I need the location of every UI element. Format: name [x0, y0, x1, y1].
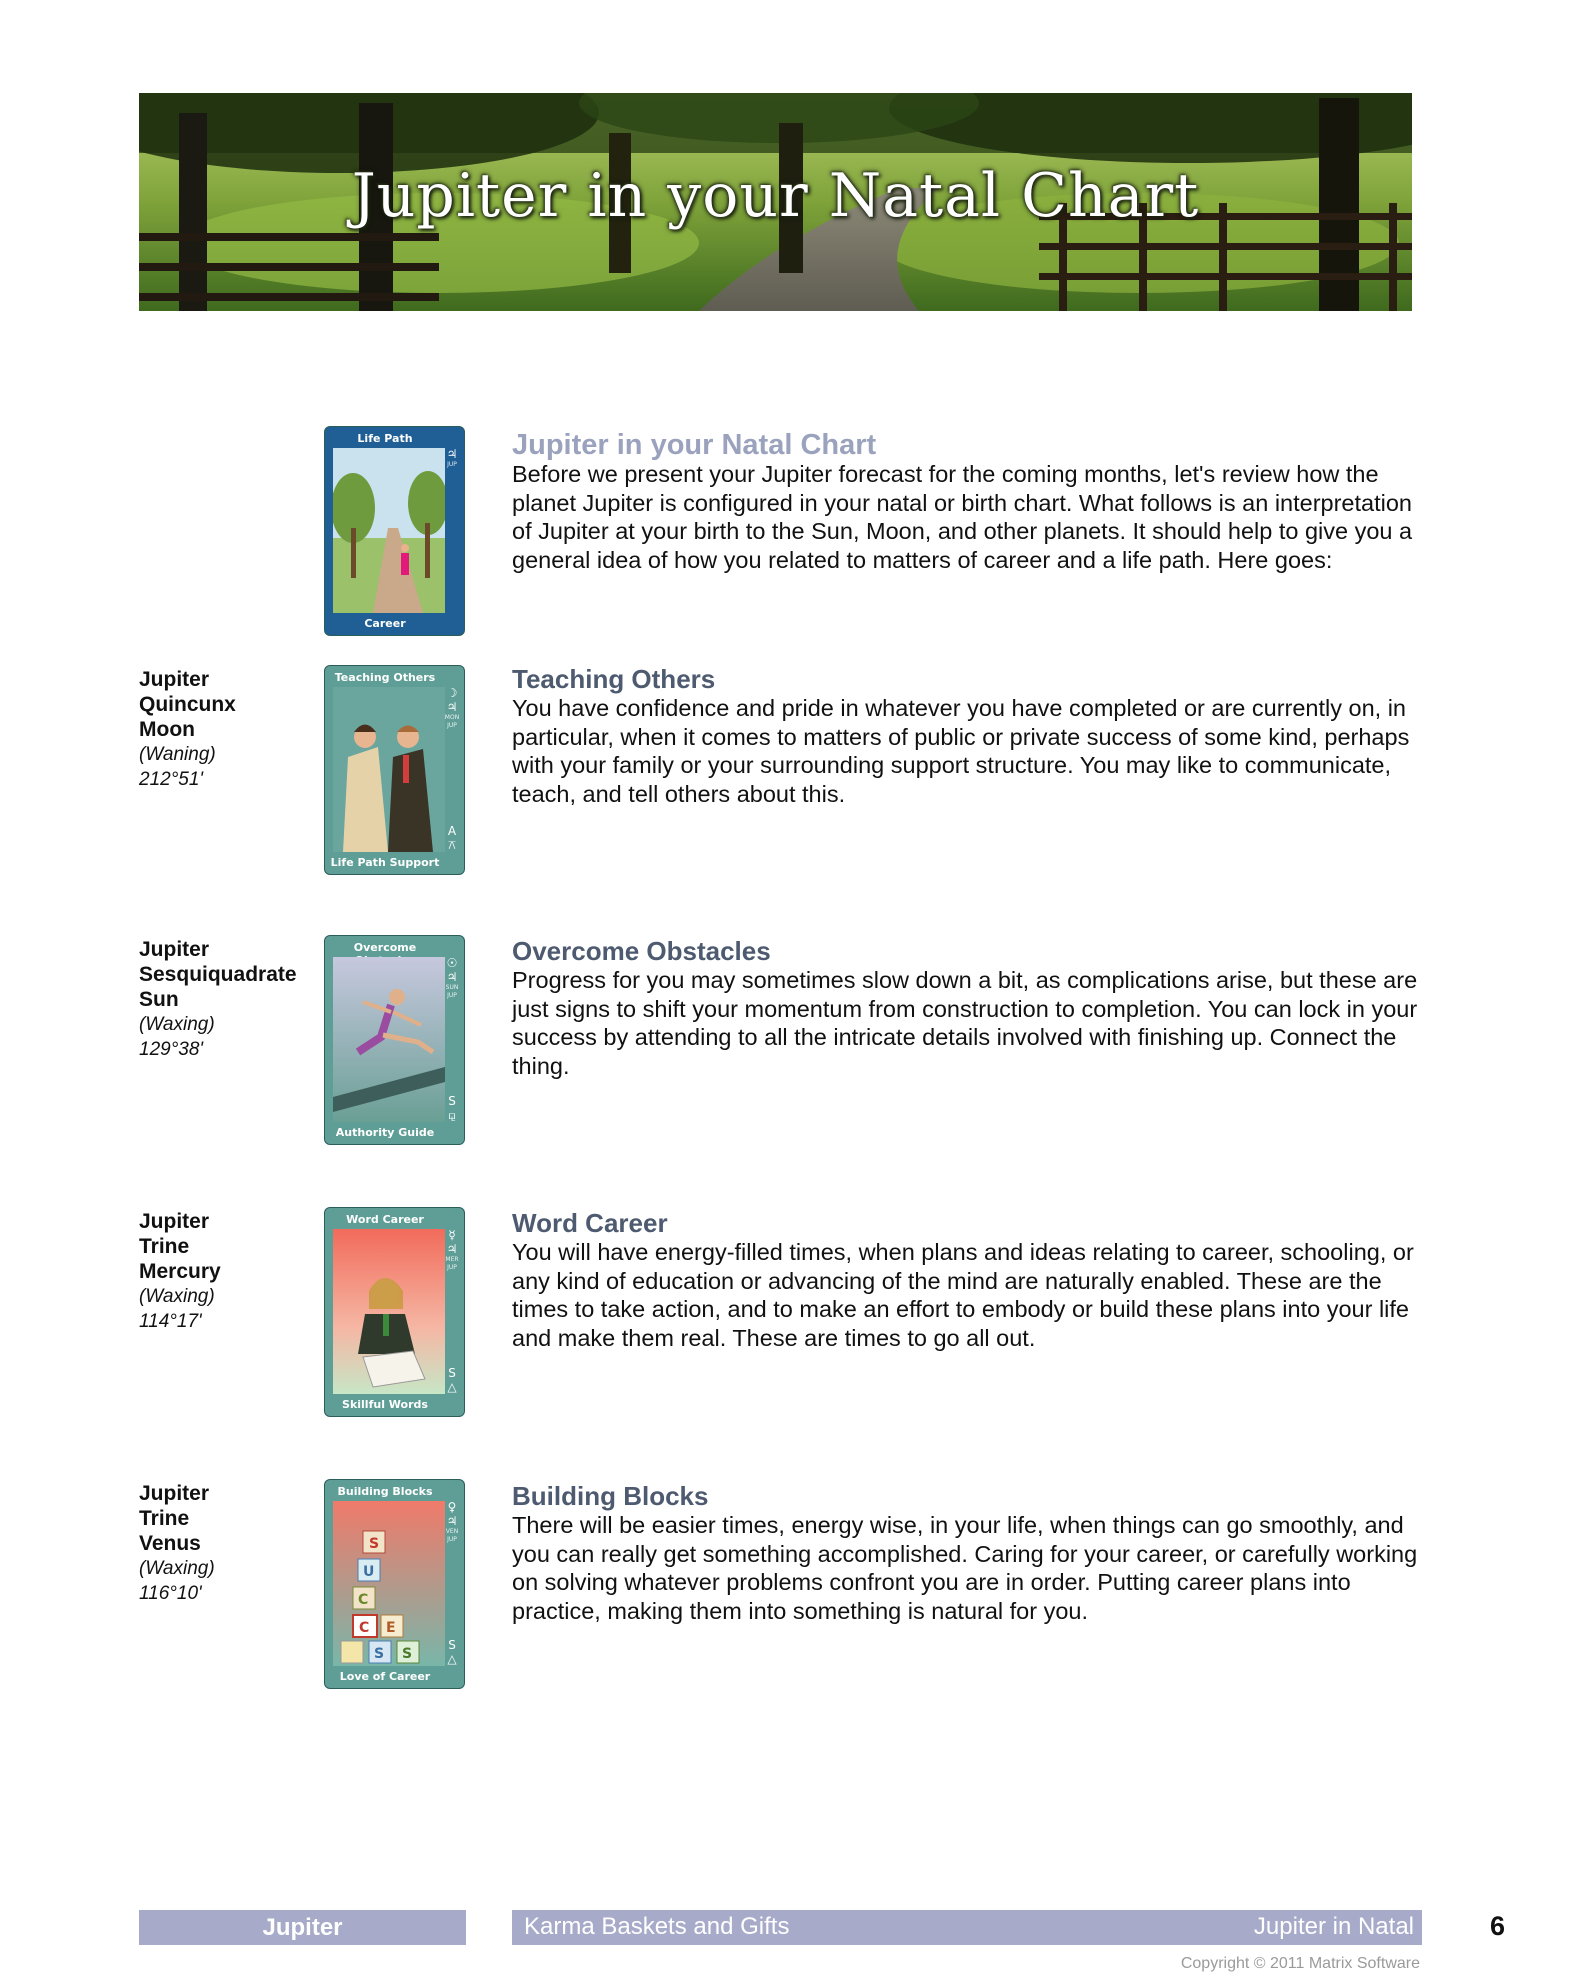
section-teaching-others: [512, 664, 1432, 808]
card-bottom-label: Career: [364, 617, 406, 630]
card-teaching-others: [325, 666, 464, 874]
section-body: There will be easier times, energy wise, in your life, when things can go smoothly, and you can really get something accomplished. Caring for your career, or carefully working on solving whatever problems confront you are in order. Putting career plans into practice, making them into something is natural for you.: [512, 1512, 1418, 1624]
jupiter-glyph: ♃: [446, 447, 458, 461]
sesquiquadrate-icon: ⚼: [447, 1108, 457, 1122]
moon-glyph: ☽: [446, 686, 458, 700]
jupiter-glyph: ♃: [446, 1242, 458, 1256]
section-heading: Teaching Others: [512, 664, 716, 694]
block-letter: C: [359, 1620, 370, 1636]
intro-block: [512, 430, 1432, 574]
block-letter: S: [402, 1646, 413, 1662]
aspect-glyphs: S △: [447, 1638, 457, 1666]
card-art-writer: [333, 1229, 445, 1394]
card-life-path: [325, 427, 464, 635]
block-letter: S: [374, 1646, 385, 1662]
card-top-label: Life Path: [357, 432, 413, 445]
card-top-label: Word Career: [346, 1213, 424, 1226]
card-word-career: [325, 1208, 464, 1416]
intro-heading: Jupiter in your Natal Chart: [512, 429, 877, 461]
aspect-glyphs: S △: [447, 1366, 457, 1394]
card-overcome-obstacles: [325, 936, 464, 1144]
planet-glyphs: ☿ ♃ MER JUP: [445, 1228, 459, 1271]
card-art-path: [333, 448, 445, 613]
section-body: You will have energy-filled times, when plans and ideas relating to career, schooling, or any kind of education or advancing of the mind are naturally enabled. These are the times to take action, and to make an effort to embody or build these plans into your life and make them real. These are times to go all out.: [512, 1239, 1414, 1351]
block-letter: E: [386, 1620, 396, 1636]
section-heading: Word Career: [512, 1208, 668, 1238]
planet-glyphs: ☉ ♃ SUN JUP: [445, 956, 459, 999]
section-body: You have confidence and pride in whatever you have completed or are currently on, in particular, when it comes to matters of public or private success of some kind, perhaps with your family or your surrounding support structure. You may like to communicate, teach, and tell others about this.: [512, 695, 1410, 807]
planet-glyphs: ♀ ♃ VEN JUP: [445, 1500, 459, 1543]
card-art-hurdler: [333, 957, 445, 1122]
copyright: Copyright © 2011 Matrix Software: [1180, 1955, 1420, 1972]
banner-title: Jupiter in your Natal Chart: [351, 161, 1200, 231]
footer-book-title: Karma Baskets and Gifts: [524, 1913, 790, 1940]
section-body: Progress for you may sometimes slow down a bit, as complications arise, but these are just signs to shift your momentum from construction to completion. You can lock in your success by attending to all the intricate details involved with finishing up. Connect the thing.: [512, 967, 1418, 1079]
footer-chapter-title: Jupiter in Natal: [1253, 1913, 1414, 1940]
section-building-blocks: [512, 1481, 1432, 1625]
mercury-glyph: ☿: [448, 1228, 456, 1242]
aspect-label: Jupiter Trine Venus (Waxing) 116°10': [139, 1482, 215, 1604]
venus-glyph: ♀: [447, 1500, 457, 1514]
block-letter: S: [369, 1536, 380, 1552]
block-letter: U: [363, 1564, 375, 1580]
aspect-label: Jupiter Trine Mercury (Waxing) 114°17': [139, 1210, 221, 1332]
aspect-label: Jupiter Sesquiquadrate Sun (Waxing) 129°38': [139, 938, 297, 1060]
planet-glyphs: ☽ ♃ MON JUP: [444, 686, 460, 729]
jupiter-glyph: ♃: [446, 700, 458, 714]
page-number: 6: [1490, 1911, 1506, 1941]
card-bottom-label: Life Path Support: [330, 856, 440, 869]
card-bottom-label: Love of Career: [339, 1670, 431, 1683]
card-top-label: Building Blocks: [337, 1485, 433, 1498]
footer-bar: [512, 1910, 1422, 1945]
card-art-teachers: [333, 687, 445, 852]
block-letter: C: [358, 1592, 369, 1608]
aspect-label: Jupiter Quincunx Moon (Waning) 212°51': [139, 668, 236, 790]
trine-icon: △: [447, 1652, 457, 1666]
card-art-blocks: [333, 1501, 445, 1666]
aspect-glyphs: S ⚼: [447, 1094, 457, 1122]
section-heading: Building Blocks: [512, 1481, 709, 1511]
jupiter-glyph: ♃: [446, 970, 458, 984]
trine-icon: △: [447, 1380, 457, 1394]
aspect-glyphs: A ⚻: [447, 824, 457, 852]
jupiter-glyph: ♃: [446, 1514, 458, 1528]
card-top-label: Teaching Others: [334, 671, 436, 684]
card-top-label: Overcome: [353, 941, 417, 954]
sun-glyph: ☉: [446, 956, 458, 970]
planet-glyphs: ♃ JUP: [446, 447, 458, 468]
card-building-blocks: [325, 1480, 464, 1688]
section-overcome-obstacles: [512, 936, 1432, 1080]
intro-body: Before we present your Jupiter forecast for the coming months, let's review how the planet Jupiter is configured in your natal or birth chart. What follows is an interpretation of Jupiter at your birth to the Sun, Moon, and other planets. It should help to give you a general idea of how you related to matters of career and a life path. Here goes:: [512, 461, 1413, 573]
header-banner: [139, 93, 1412, 311]
quincunx-icon: ⚻: [448, 838, 456, 852]
section-heading: Overcome Obstacles: [512, 936, 771, 966]
footer-section-label: Jupiter: [139, 1910, 466, 1945]
section-word-career: [512, 1208, 1432, 1352]
card-bottom-label: Authority Guide: [335, 1126, 435, 1139]
card-bottom-label: Skillful Words: [342, 1398, 428, 1411]
